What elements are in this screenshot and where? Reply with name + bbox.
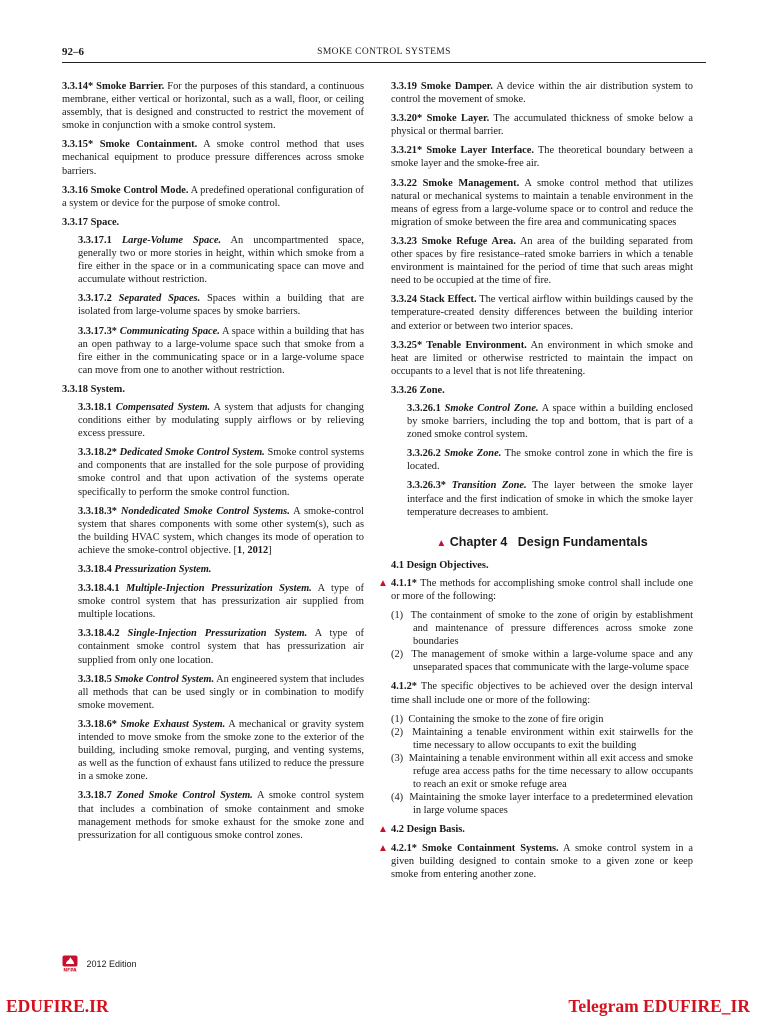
header-rule <box>62 62 706 63</box>
watermark-left: EDUFIRE.IR <box>6 996 109 1016</box>
definition-communicating-space: 3.3.17.3* Communicating Space. A space within a building that has an open pathway to a large-volume space such that smoke from a fire either in the communicating space or in a large-volume space can move from one to another without restriction. <box>78 325 364 376</box>
section-4-2-1: ▲ 4.2.1* Smoke Containment Systems. A smoke control system in a given building designed to contain smoke to a given zone or keep smoke from entering another zone. <box>378 842 694 880</box>
page-number: 92–6 <box>62 46 84 58</box>
chapter-heading <box>391 535 693 549</box>
chapter-title: Design Fundamentals <box>517 534 648 549</box>
definition-smoke-control-mode: 3.3.16 Smoke Control Mode. A predefined operational configuration of a system or device for the purpose of smoke control. <box>62 184 364 209</box>
definition-smoke-exhaust-system: 3.3.18.6* Smoke Exhaust System. A mechanical or gravity system intended to move smoke from the smoke zone to the exterior of the building, including smoke removal, purging, and venting systems, as well as the function of exhaust fans utilized to reduce the pressure in a smoke zone. <box>78 718 364 783</box>
definition-pressurization-system: 3.3.18.4 Pressurization System. <box>78 564 212 575</box>
left-column <box>62 80 364 848</box>
list-item: (1) Containing the smoke to the zone of fire origin <box>391 713 604 725</box>
definition-smoke-control-zone: 3.3.26.1 Smoke Control Zone. A space within a building enclosed by smoke barriers, including the top and bottom, that is part of a zoned smoke control system. <box>407 402 693 441</box>
definition-compensated-system: 3.3.18.1 Compensated System. A system that adjusts for changing conditions either by modulating supply airflows or by relieving excess pressure. <box>78 401 364 440</box>
definition-system: 3.3.18 System. <box>62 383 125 395</box>
list-item: (4) Maintaining the smoke layer interface to a predetermined elevation in large volume spaces <box>391 792 693 817</box>
definition-smoke-damper: 3.3.19 Smoke Damper. A device within the air distribution system to control the movement of smoke. <box>391 81 693 106</box>
definition-zoned-system: 3.3.18.7 Zoned Smoke Control System. A smoke control system that includes a combination of smoke containment and smoke management methods for smoke exhaust for the smoke zone and pressurization for all contiguous smoke control zones. <box>78 790 364 841</box>
section-4-1-2: 4.1.2* The specific objectives to be achieved over the design interval time shall include one or more of the following: <box>391 681 693 706</box>
list-item: (2) The management of smoke within a large-volume space and any unseparated spaces that communicate with the large-volume space <box>391 649 693 674</box>
section-4-1-1: ▲ 4.1.1* The methods for accomplishing smoke control shall include one or more of the following: <box>378 577 693 602</box>
list-item: (3) Maintaining a tenable environment within all exit access and smoke refuge area access paths for the time necessary to allow occupants to reach an exit or smoke refuge area <box>391 752 693 791</box>
definition-stack-effect: 3.3.24 Stack Effect. The vertical airflow within buildings caused by the temperature-created density differences between the building interior and exterior or between two interior spaces. <box>391 294 693 332</box>
nfpa-logo-icon <box>62 955 78 972</box>
list-item: (2) Maintaining a tenable environment within exit stairwells for the time necessary to allow occupants to exit the building <box>391 726 694 751</box>
chapter-label: Chapter 4 <box>449 534 508 549</box>
definition-single-injection: 3.3.18.4.2 Single-Injection Pressurization System. A type of containment smoke control system that has pressurization air supplied from only one location. <box>78 628 364 666</box>
revision-triangle-icon: ▲ <box>378 577 388 589</box>
definition-smoke-zone: 3.3.26.2 Smoke Zone. The smoke control zone in which the fire is located. <box>407 448 693 473</box>
section-4-2: ▲ 4.2 Design Basis. <box>378 824 465 836</box>
definition-tenable-environment: 3.3.25* Tenable Environment. An environment in which smoke and heat are limited or otherwise restricted to maintain the impact on occupants to a level that is not life threatening. <box>391 339 693 377</box>
definition-smoke-management: 3.3.22 Smoke Management. A smoke control method that utilizes natural or mechanical systems to maintain a tenable environment in the means of egress from a large-volume space or to control and reduce the migration of smoke between the fire area and communicating spaces <box>391 177 693 228</box>
list-item: (1) The containment of smoke to the zone of origin by establishment and maintenance of pressure differences across smoke zone boundaries <box>391 610 693 648</box>
list-4-1-1 <box>391 609 693 674</box>
definition-smoke-barrier: 3.3.14* Smoke Barrier. For the purposes of this standard, a continuous membrane, either vertical or horizontal, such as a wall, floor, or ceiling assembly, that is designed and constructed to restrict the movement of smoke in conjunction with a smoke control system. <box>62 81 365 132</box>
definition-space: 3.3.17 Space. <box>62 216 120 228</box>
revision-triangle-icon: ▲ <box>378 824 388 836</box>
right-column <box>378 80 694 887</box>
definition-smoke-layer: 3.3.20* Smoke Layer. The accumulated thickness of smoke below a physical or thermal barrier. <box>391 113 693 138</box>
definition-smoke-refuge-area: 3.3.23 Smoke Refuge Area. An area of the building separated from other spaces by fire resistance–rated smoke barriers in which a tenable environment is maintained for the period of time that such areas might need to be occupied at the time of fire. <box>391 235 693 287</box>
footer-edition <box>62 955 137 975</box>
definition-zone: 3.3.26 Zone. <box>391 384 445 396</box>
definition-smoke-control-system: 3.3.18.5 Smoke Control System. An engineered system that includes all methods that can be used singly or in combination to modify smoke movement. <box>78 673 364 711</box>
page-header <box>62 44 706 62</box>
watermark-right: Telegram EDUFIRE_IR <box>568 996 750 1016</box>
revision-triangle-icon: ▲ <box>436 537 447 549</box>
definition-large-volume-space: 3.3.17.1 Large-Volume Space. An uncompartmented space, generally two or more stories in height, within which smoke from a fire either in the space or in a communicating space can move and accumulate without restriction. <box>78 234 364 286</box>
edition-text: 2012 Edition <box>86 958 137 969</box>
definition-transition-zone: 3.3.26.3* Transition Zone. The layer between the smoke layer interface and the first indication of smoke in which the smoke layer temperature decreases to ambient. <box>407 480 693 518</box>
definition-smoke-layer-interface: 3.3.21* Smoke Layer Interface. The theoretical boundary between a smoke layer and the smoke-free air. <box>391 145 694 170</box>
list-4-1-2 <box>391 713 693 818</box>
definition-nondedicated-system: 3.3.18.3* Nondedicated Smoke Control Systems. A smoke-control system that shares components with some other system(s), such as the building HVAC system, which changes its mode of operation to achieve the smoke-control objective. [1, 2012] <box>78 505 364 556</box>
definition-dedicated-system: 3.3.18.2* Dedicated Smoke Control System. Smoke control systems and components that are installed for the sole purpose of providing smoke control and that upon activation of the systems operate specifically to perform the smoke control function. <box>78 447 365 498</box>
section-4-1: 4.1 Design Objectives. <box>391 559 489 571</box>
definition-smoke-containment: 3.3.15* Smoke Containment. A smoke control method that uses mechanical equipment to produce pressure differences across smoke barriers. <box>62 139 364 177</box>
definition-multiple-injection: 3.3.18.4.1 Multiple-Injection Pressurization System. A type of smoke control system that has pressurization air supplied from multiple locations. <box>78 583 364 621</box>
svg-text:NFPA: NFPA <box>63 968 77 972</box>
revision-triangle-icon: ▲ <box>378 842 388 854</box>
running-title: SMOKE CONTROL SYSTEMS <box>317 47 451 57</box>
definition-separated-spaces: 3.3.17.2 Separated Spaces. Spaces within a building that are isolated from large-volume spaces by smoke barriers. <box>78 293 364 318</box>
